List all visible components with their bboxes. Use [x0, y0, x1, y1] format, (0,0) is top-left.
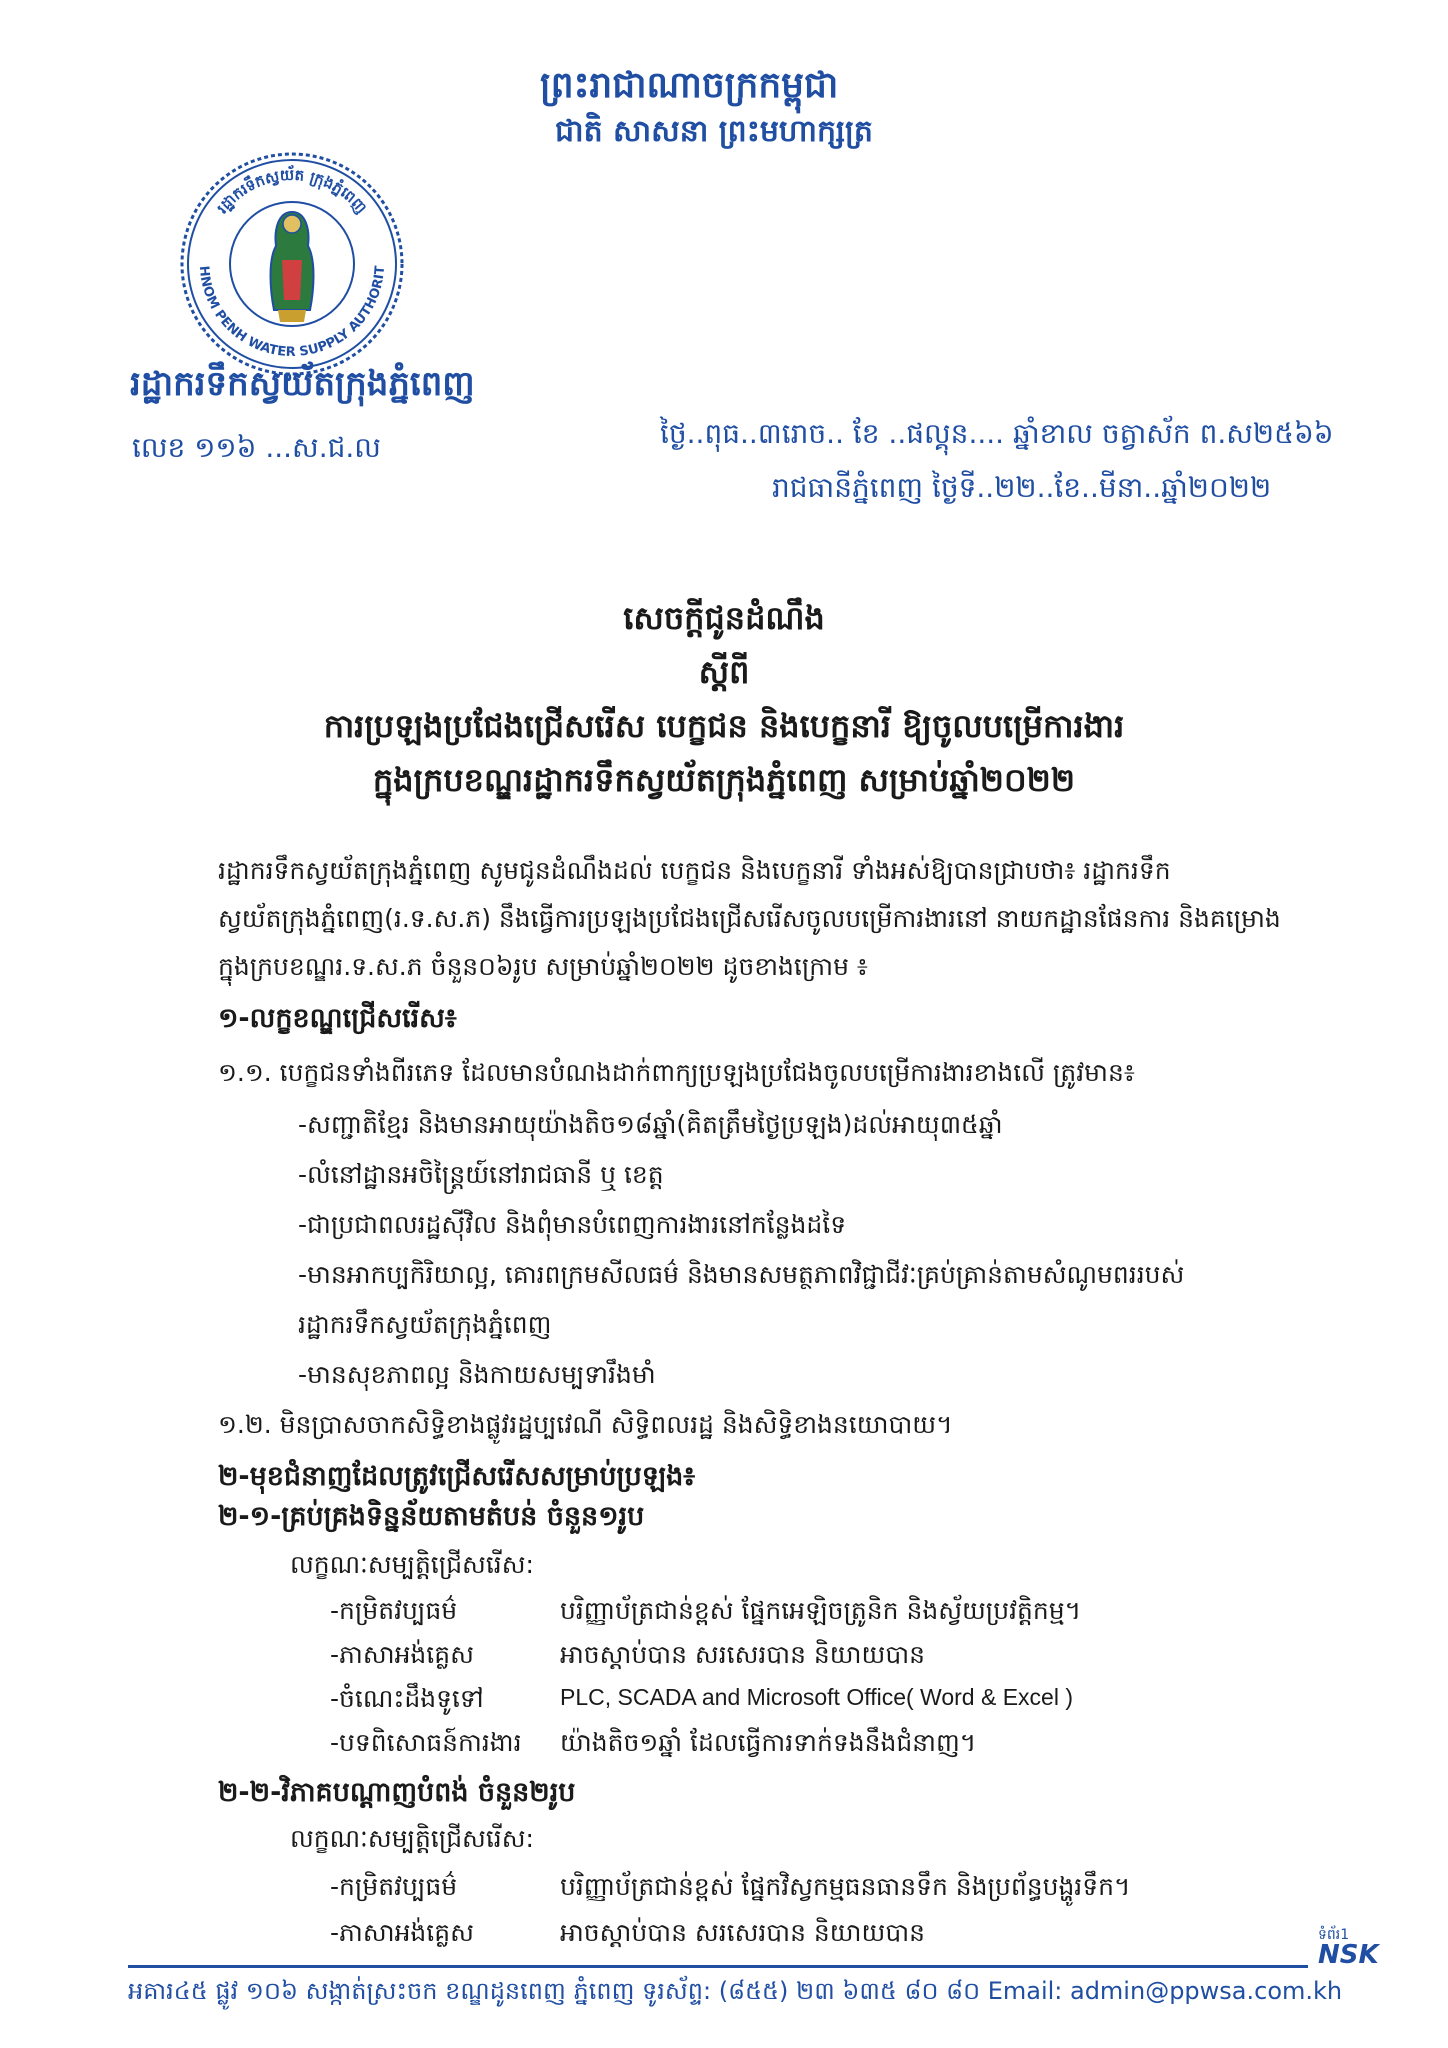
section-2-heading: ២-មុខជំនាញដែលត្រូវជ្រើសរើសសម្រាប់ប្រឡង៖ — [218, 1461, 696, 1492]
row-value: PLC, SCADA and Microsoft Office( Word & Excel ) — [560, 1684, 1073, 1710]
seal-text-en: HNOM PENH WATER SUPPLY AUTHORIT — [195, 265, 389, 361]
row-value: អាចស្តាប់បាន សរសេរបាន និយាយបាន — [560, 1640, 926, 1669]
kingdom-line-2: ជាតិ សាសនា ព្រះមហាក្សត្រ — [555, 114, 873, 149]
position-2-1-criteria-label: លក្ខណៈសម្បត្តិជ្រើសរើស: — [290, 1550, 534, 1579]
criteria-bullet: -ជាប្រជាពលរដ្ឋស៊ីវិល និងពុំមានបំពេញការងារនៅកន្លែងដទៃ — [298, 1210, 847, 1239]
intro-line-1: រដ្ឋាករទឹកស្វយ័តក្រុងភ្នំពេញ សូមជូនដំណឹងដល់ បេក្ខជន និងបេក្ខនារី ទាំងអស់ឱ្យបានជ្រាបថា៖ រដ្ឋាករទឹក — [218, 856, 1171, 885]
criteria-bullet-continued: រដ្ឋាករទឹកស្វយ័តក្រុងភ្នំពេញ — [298, 1310, 552, 1339]
footer-divider — [128, 1965, 1308, 1968]
intro-line-3: ក្នុងក្របខណ្ឌរ.ទ.ស.ភ ចំនួន០៦រូប សម្រាប់ឆ្នាំ២០២២ ដូចខាងក្រោម ៖ — [218, 952, 868, 981]
seal-text-kh: រដ្ឋាករទឹកស្វយ័ត ក្រុងភ្នំពេញ — [213, 165, 371, 217]
intro-line-2: ស្វយ័តក្រុងភ្នំពេញ(រ.ទ.ស.ភ) នឹងធ្វើការប្រឡងប្រជែងជ្រើសរើសចូលបម្រើការងារនៅ នាយកដ្ឋានផែនការ និងគម្រោង — [218, 904, 1281, 933]
kingdom-line-1: ព្រះរាជាណាចក្រកម្ពុជា — [540, 65, 839, 106]
svg-text:រដ្ឋាករទឹកស្វយ័ត ក្រុងភ្នំពេញ — [213, 165, 370, 217]
row-label: -ចំណេះដឹងទូទៅ — [330, 1684, 484, 1713]
solar-date: រាជធានីភ្នំពេញ ថ្ងៃទី..២២..ខែ..មីនា..ឆ្នាំ២០២២ — [772, 471, 1272, 504]
section-1-2-text: ១.២. មិនប្រាសចាកសិទ្ធិខាងផ្លូវរដ្ឋប្បវេណី សិទ្ធិពលរដ្ឋ និងសិទ្ធិខាងនយោបាយ។ — [218, 1410, 953, 1439]
title-subject-line-2: ក្នុងក្របខណ្ឌរដ្ឋាករទឹកស្វយ័តក្រុងភ្នំពេញ សម្រាប់ឆ្នាំ២០២២ — [372, 761, 1076, 799]
position-2-2-criteria-label: លក្ខណៈសម្បត្តិជ្រើសរើស: — [290, 1824, 534, 1853]
row-label: -បទពិសោធន៍ការងារ — [330, 1728, 522, 1757]
reference-number: លេខ ១១៦ ...ស.ជ.ល — [132, 431, 381, 464]
page-number: ទំព័រ1 — [1318, 1927, 1350, 1943]
row-label: -ភាសាអង់គ្លេស — [330, 1918, 474, 1947]
row-value: អាចស្តាប់បាន សរសេរបាន និយាយបាន — [560, 1918, 926, 1947]
criteria-bullet: -សញ្ជាតិខ្មែរ និងមានអាយុយ៉ាងតិច១៨ឆ្នាំ(គិតត្រឹមថ្ងៃប្រឡង)ដល់អាយុ៣៥ឆ្នាំ — [298, 1110, 1003, 1139]
criteria-bullet: -មានសុខភាពល្អ និងកាយសម្បទារឹងមាំ — [298, 1360, 656, 1389]
position-2-1-title: ២-១-គ្រប់គ្រងទិន្នន័យតាមតំបន់ ចំនួន១រូប — [218, 1501, 645, 1532]
footer-address: អគារ៤៥ ផ្លូវ ១០៦ សង្កាត់ស្រះចក ខណ្ឌដូនពេញ ភ្នំពេញ ទូរស័ព្ទ: (៨៥៥) ២៣ ៦៣៥ ៨០ ៨០ Email: admin@ppwsa.com.kh — [128, 1977, 1343, 2005]
seal-icon — [178, 150, 406, 378]
title-notification: សេចក្តីជូនដំណឹង — [623, 599, 825, 637]
initials-signature: NSK — [1318, 1940, 1379, 1970]
title-regarding: ស្តីពី — [698, 653, 750, 691]
row-label: -កម្រិតវប្បធម៌ — [330, 1872, 458, 1901]
criteria-bullet: -មានអាកប្បកិរិយាល្អ, គោរពក្រមសីលធម៌ និងមានសមត្ថភាពវិជ្ជាជីវៈគ្រប់គ្រាន់តាមសំណូមពររបស់ — [298, 1260, 1185, 1289]
row-value: បរិញ្ញាប័ត្រជាន់ខ្ពស់ ផ្នែកអេឡិចត្រូនិក និងស្វ័យប្រវត្តិកម្ម។ — [560, 1596, 1082, 1625]
lunar-date: ថ្ងៃ..ពុធ..៣រោច.. ខែ ..ផល្គុន.... ឆ្នាំខាល ចត្វាស័ក ព.ស២៥៦៦ — [660, 417, 1334, 450]
row-label: -ភាសាអង់គ្លេស — [330, 1640, 474, 1669]
row-value: យ៉ាងតិច១ឆ្នាំ ដែលធ្វើការទាក់ទងនឹងជំនាញ។ — [560, 1728, 977, 1757]
section-1-heading: ១-លក្ខខណ្ឌជ្រើសរើស៖ — [218, 1003, 457, 1034]
section-1-1-text: ១.១. បេក្ខជនទាំងពីរភេទ ដែលមានបំណងដាក់ពាក្យប្រឡងប្រជែងចូលបម្រើការងារខាងលើ ត្រូវមាន៖ — [218, 1058, 1135, 1087]
row-label: -កម្រិតវប្បធម៌ — [330, 1596, 458, 1625]
criteria-bullet: -លំនៅដ្ឋានអចិន្ត្រៃយ៍នៅរាជធានី ឬ ខេត្ត — [298, 1160, 664, 1189]
row-value: បរិញ្ញាប័ត្រជាន់ខ្ពស់ ផ្នែកវិស្វកម្មធនធានទឹក និងប្រព័ន្ធបង្ហូរទឹក។ — [560, 1872, 1131, 1901]
organization-name: រដ្ឋាករទឹកស្វយ័តក្រុងភ្នំពេញ — [130, 364, 475, 404]
ppwsa-seal-logo — [178, 150, 406, 378]
position-2-2-title: ២-២-វិភាគបណ្តាញបំពង់ ចំនួន២រូប — [218, 1777, 576, 1808]
title-subject-line-1: ការប្រឡងប្រជែងជ្រើសរើស បេក្ខជន និងបេក្ខនារី ឱ្យចូលបម្រើការងារ — [323, 707, 1125, 745]
